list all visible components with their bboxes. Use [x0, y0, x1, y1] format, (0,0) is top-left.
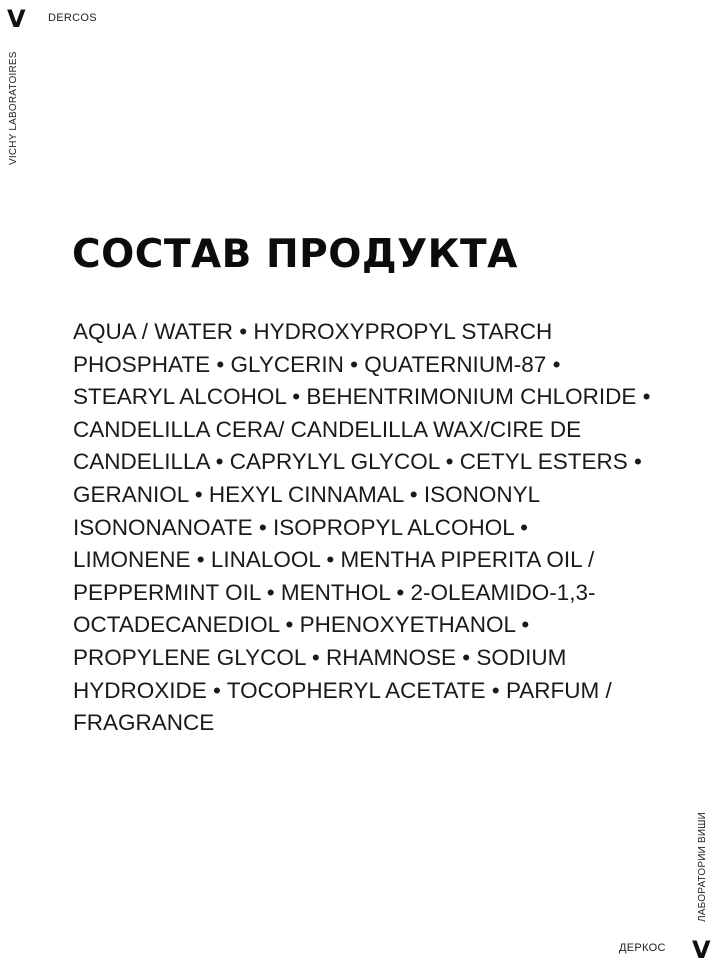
- ingredient-line: GERANIOL • HEXYL CINNAMAL • ISONONYL: [73, 481, 541, 507]
- ingredient-line: CANDELILLA • CAPRYLYL GLYCOL • CETYL ESTERS •: [73, 449, 642, 475]
- ingredient-line: CANDELILLA CERA/ CANDELILLA WAX/CIRE DE: [73, 416, 582, 442]
- ingredient-line: PHOSPHATE • GLYCERIN • QUATERNIUM-87 •: [73, 351, 561, 377]
- side-label-brand-owner-ru: ЛАБОРАТОРИИ ВИШИ: [697, 811, 708, 922]
- brand-name: DERCOS: [48, 12, 97, 24]
- vichy-logo-bottom: V: [692, 936, 711, 964]
- ingredient-line: PEPPERMINT OIL • MENTHOL • 2-OLEAMIDO-1,3-: [73, 579, 596, 605]
- ingredients-list: [73, 316, 673, 740]
- ingredient-line: STEARYL ALCOHOL • BEHENTRIMONIUM CHLORIDE •: [73, 384, 651, 410]
- ingredient-line: OCTADECANEDIOL • PHENOXYETHANOL •: [73, 612, 530, 638]
- brand-name-ru: ДЕРКОС: [619, 942, 666, 954]
- vichy-logo: V: [7, 5, 26, 33]
- ingredient-line: HYDROXIDE • TOCOPHERYL ACETATE • PARFUM /: [73, 677, 612, 703]
- ingredient-line: ISONONANOATE • ISOPROPYL ALCOHOL •: [73, 514, 529, 540]
- page-title: СОСТАВ ПРОДУКТА: [72, 232, 518, 277]
- ingredient-line: LIMONENE • LINALOOL • MENTHA PIPERITA OIL /: [73, 547, 595, 573]
- side-label-brand-owner: VICHY LABORATOIRES: [8, 51, 19, 165]
- ingredient-line: PROPYLENE GLYCOL • RHAMNOSE • SODIUM: [73, 644, 567, 670]
- ingredient-line: AQUA / WATER • HYDROXYPROPYL STARCH: [73, 319, 553, 344]
- ingredient-line: FRAGRANCE: [73, 710, 215, 736]
